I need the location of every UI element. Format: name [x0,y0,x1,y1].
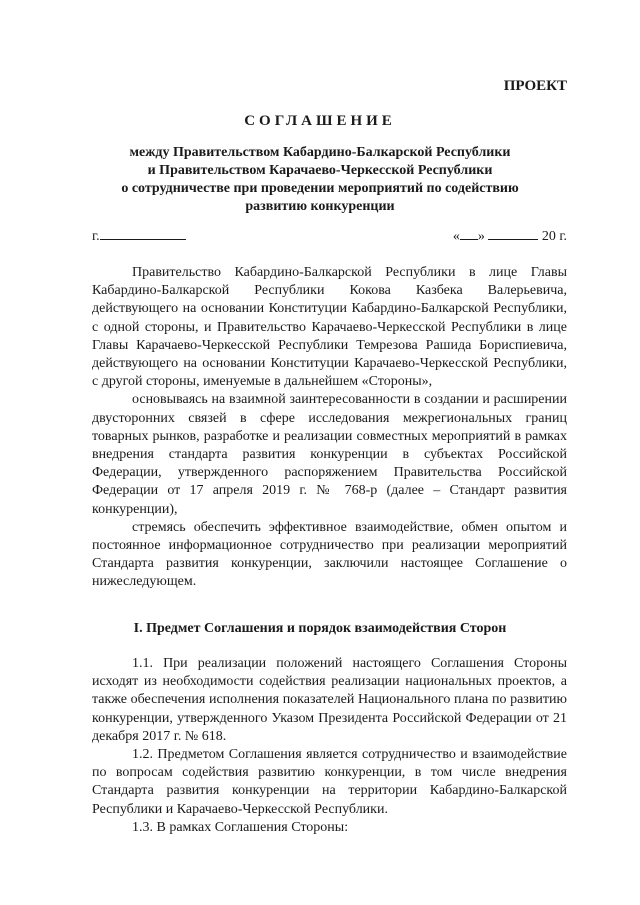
subtitle-line: развитию конкуренции [245,199,395,214]
place-field [92,229,186,245]
section-1-heading: I. Предмет Соглашения и порядок взаимодействия Сторон [133,621,507,636]
date-month-blank [488,229,538,240]
preamble [92,264,567,592]
clause-1-2: 1.2. Предметом Соглашения является сотрудничество и взаимодействие по вопросам содействия развитию конкуренции, в том числе внедрения Стандарта развития конкуренции на территории Кабардино-Балкарской Республики и Карачаево-Черкесской Республики. [92,747,567,817]
document-subtitle [80,144,560,216]
date-quote-close: » [477,229,485,244]
place-blank-line [100,229,186,240]
preamble-paragraph-3: стремясь обеспечить эффективное взаимодействие, обмен опытом и постоянное информационное сотрудничество при реализации мероприятий Стандарта развития конкуренции, заключили настоящее Соглашение о нижеследующем. [92,519,567,590]
date-day-blank [460,229,478,240]
date-field [453,229,567,245]
place-prefix: г. [92,229,100,244]
subtitle-line: и Правительством Карачаево-Черкесской Республики [147,163,493,178]
document-title: СОГЛАШЕНИЕ [244,113,396,129]
section-1-body [92,655,567,837]
clause-1-3: 1.3. В рамках Соглашения Стороны: [132,819,349,835]
date-year-suffix: г. [559,229,567,244]
date-year: 20 [541,229,556,244]
preamble-paragraph-2: основываясь на взаимной заинтересованности в создании и расширении двусторонних связей в сфере исследования межрегиональных границ товарных рынков, разработке и реализации совместных мероприятий в рамках внедрения стандарта развития конкуренции в субъектах Российской Федерации, утвержденного распоряжением Правительства Российской Федерации от 17 апреля 2019 г. № 768-р (далее – Стандарт развития конкуренции), [92,392,567,517]
clause-1-1: 1.1. При реализации положений настоящего Соглашения Стороны исходят из необходимости содействия реализации национальных проектов, а также обеспечения исполнения показателей Национального плана по развитию конкуренции, утвержденного Указом Президента Российской Федерации от 21 декабря 2017 г. № 618. [92,656,567,744]
preamble-paragraph-1: Правительство Кабардино-Балкарской Республики в лице Главы Кабардино-Балкарской Республики Кокова Казбека Валерьевича, действующего на основании Конституции Кабардино-Балкарской Республики, с одной стороны, и Правительство Карачаево-Черкесской Республики в лице Главы Карачаево-Черкесской Республики Темрезова Рашида Бориспиевича, действующего на основании Конституции Карачаево-Черкесской Республики, с другой стороны, именуемые в дальнейшем «Стороны», [92,265,567,390]
subtitle-line: между Правительством Кабардино-Балкарской Республики [129,145,511,160]
draft-label: ПРОЕКТ [503,78,567,94]
subtitle-line: о сотрудничестве при проведении мероприятий по содействию [121,181,519,196]
date-quote-open: « [452,229,460,244]
